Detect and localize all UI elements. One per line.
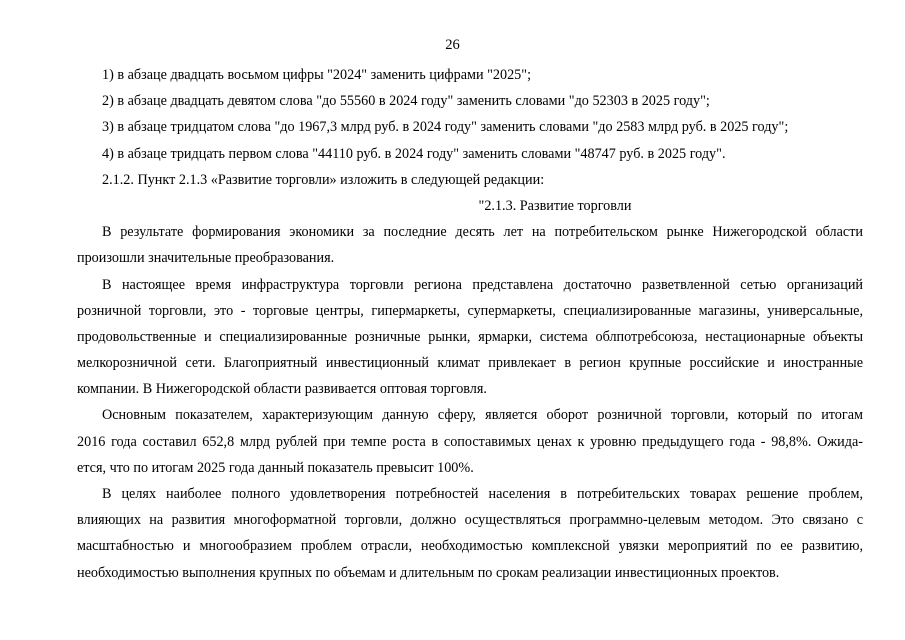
paragraph-line: необходимостью выполнения крупных по объемам и длительным по срокам реализации инвестиционных проектов.: [77, 564, 780, 581]
section-heading: "2.1.3. Развитие торговли: [478, 197, 632, 214]
paragraph: [77, 481, 863, 586]
paragraph-line: 2016 года составил 652,8 млрд рублей при темпе роста в сопоставимых ценах к уровню предыдущего года - 98,8%. Ожида-: [77, 433, 863, 450]
list-item: 3) в абзаце тридцатом слова "до 1967,3 млрд руб. в 2024 году" заменить словами "до 2583 млрд руб. в 2025 году";: [102, 119, 789, 136]
paragraph-line: ется, что по итогам 2025 года данный показатель превысит 100%.: [77, 459, 474, 476]
clause-line: 2.1.2. Пункт 2.1.3 «Развитие торговли» изложить в следующей редакции:: [102, 171, 545, 188]
paragraph-line: масштабностью и многообразием проблем отрасли, необходимостью комплексной увязки мероприятий по ее развитию,: [77, 538, 863, 555]
list-item: 4) в абзаце тридцать первом слова "44110 руб. в 2024 году" заменить словами "48747 руб. в 2025 году".: [102, 145, 726, 162]
page-number: 26: [445, 37, 460, 53]
list-item: 2) в абзаце двадцать девятом слова "до 55560 в 2024 году" заменить словами "до 52303 в 2025 году";: [102, 93, 710, 110]
paragraph-line: произошли значительные преобразования.: [77, 250, 335, 267]
paragraph-line: розничной торговли, это - торговые центры, гипермаркеты, супермаркеты, специализированные магазины, универсальные,: [77, 302, 863, 319]
paragraph: [77, 272, 863, 403]
paragraph-line: В целях наиболее полного удовлетворения потребностей населения в потребительских товарах решение проблем,: [102, 486, 863, 502]
document-body: [77, 62, 863, 586]
paragraph-line: В результате формирования экономики за последние десять лет на потребительском рынке Нижегородской области: [102, 224, 863, 241]
paragraph-line: Основным показателем, характеризующим данную сферу, является оборот розничной торговли, который по итогам: [102, 407, 863, 424]
list-item: 1) в абзаце двадцать восьмом цифры "2024" заменить цифрами "2025";: [102, 67, 532, 83]
paragraph-line: мелкорозничной сети. Благоприятный инвестиционный климат привлекает в регион крупные российские и иностранные: [77, 355, 863, 372]
paragraph: [77, 219, 863, 271]
paragraph-line: продовольственные и специализированные розничные рынки, ярмарки, система облпотребсоюза, нестационарные объекты: [77, 328, 863, 345]
paragraph-line: влияющих на развития многоформатной торговли, должно осуществляться программно-целевым методом. Это связано с: [77, 512, 863, 529]
paragraph-line: В настоящее время инфраструктура торговли региона представлена достаточно разветвленной сетью организаций: [102, 276, 863, 293]
paragraph: [77, 402, 863, 481]
paragraph-line: компании. В Нижегородской области развивается оптовая торговля.: [77, 381, 487, 398]
